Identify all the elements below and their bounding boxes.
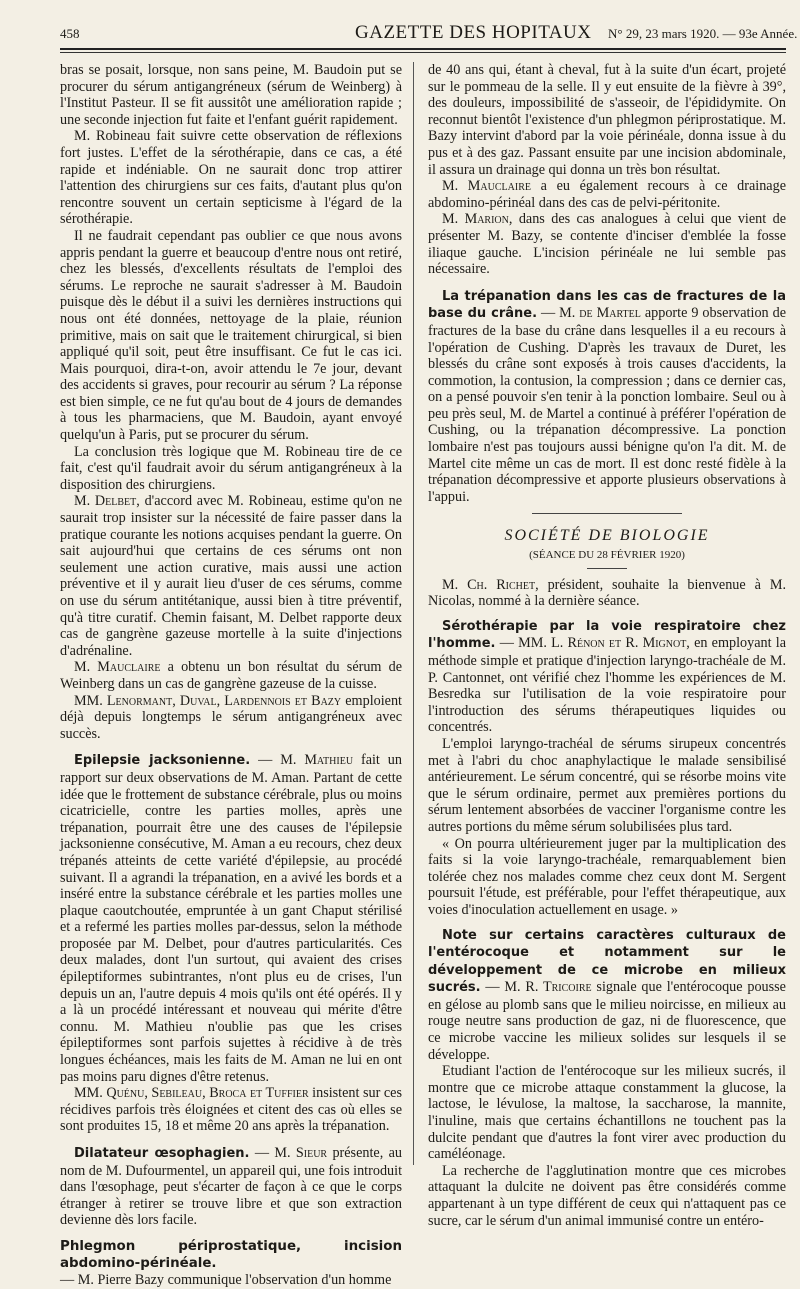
speaker-name: — MM. L. Rénon et R. Mignot,: [495, 635, 690, 652]
speaker-name: — M. de Martel: [537, 305, 641, 322]
paragraph-text: apporte 9 observation de fractures de la base du crâne dans lesquelles il a eu recours à l'opération de Cushing. D'après les travaux de Duret, les blessés du crâne sont exposés à trois causes d'accidents, la commotion, la contusion, la compression ; dans ce dernier cas, on a pensé pouvoir s'en tenir à la ponction lombaire. Seul ou à peu près seul, M. de Martel a continué à préférer l'opération de Cushing, ou la trépanation décompressive. La ponction lombaire n'est pas toujours aussi bénigne qu'on l'a dit. M. de Martel cite même un cas de mort. Il est donc resté fidèle à la trépanation décompressive et apporte plusieurs observations à l'appui.: [428, 305, 786, 505]
paragraph-text: président, souhaite la bienvenue à M. Nicolas, nommé à la dernière séance.: [428, 576, 786, 610]
paragraph: [60, 752, 402, 1085]
speaker-name: M. Ch. Richet,: [442, 576, 539, 593]
paragraph-text: emploient déjà depuis longtemps le sérum antigangréneux avec succès.: [60, 692, 402, 742]
paragraph: [428, 178, 786, 211]
journal-title: GAZETTE DES HOPITAUX: [355, 22, 592, 43]
header-rule: [60, 48, 786, 50]
paragraph-text: fait un rapport sur deux observations de M. Aman. Partant de cette idée que le frottement de substance cérébrale, plus ou moins cicatricielle, contre les parties molles, après une trépanation, pourrait être une des causes de l'épilepsie jacksonienne consécutive, M. Aman a eu recours, chez deux trépanés atteints de cette variété d'épilepsie, au procédé suivant. Il a agrandi la trépanation, en a avivé les bords et a inséré entre la substance cérébrale et les parties molles une plaque caoutchoutée, empruntée à un gant Chaput stérilisé et a refermé les parties molles par-dessus, selon la méthode proposée par M. Delbet, pour d'autres particularités. Ces deux malades, dont l'un surtout, qui avaient des crises épileptiformes subintrantes, n'ont plus eu de crises, l'un depuis un an, l'autre depuis 4 mois qu'ils ont été opérés. Il y a là un procédé intéressant et nouveau qui mérite d'être connu. M. Mathieu n'oublie pas que les crises épileptiformes sont parfois sujettes à récidive à de très longues échéances, mais les faits de M. Aman ne lui en ont pas moins paru dignes d'être retenus.: [60, 752, 402, 1085]
paragraph: M. Robineau fait suivre cette observation de réflexions fort justes. L'effet de la sérothérapie, dans ce cas, a été rapide et indéniable. On ne saurait donc trop attirer l'attention des chirurgiens sur ces faits, d'autant plus qu'on rencontre souvent un certain septicisme à l'égard de la sérothérapie.: [60, 128, 402, 228]
speaker-name: M. Mauclaire: [74, 659, 161, 676]
column-divider: [413, 62, 414, 1165]
paragraph: La conclusion très logique que M. Robineau tire de ce fait, c'est qu'il faudrait avoir du sérum antigangréneux à la disposition des chirurgiens.: [60, 443, 402, 493]
speaker-name: MM. Lenormant, Duval, Lardennois et Bazy: [74, 692, 342, 709]
paragraph: — M. Pierre Bazy communique l'observation d'un homme: [60, 1272, 392, 1289]
page-number: 458: [60, 26, 80, 41]
speaker-name: MM. Quénu, Sebileau, Broca et Tuffier: [74, 1085, 309, 1102]
paragraph: [428, 211, 786, 277]
paragraph-text: dans des cas analogues à celui que vient de présenter M. Bazy, se contente d'inciser d'emblée la fosse iliaque gauche. L'incision périnéale ne lui semble pas nécessaire.: [428, 211, 786, 278]
paragraph: de 40 ans qui, étant à cheval, fut à la suite d'un écart, projeté sur le pommeau de la selle. Il y eut ensuite de la fièvre à 39°, des douleurs, impossibilité de s'asseoir, de l'épididymite. On reconnut bientôt l'existence d'un phlegmon périprostatique. M. Bazy intervint d'abord par la voie périnéale, donna issue à du pus et à des gaz. Passant ensuite par une incision abdominale, il assura un drainage qui donna un très bon résultat.: [428, 62, 786, 178]
paragraph-text: d'accord avec M. Robineau, estime qu'on ne saurait trop insister sur la nécessité de faire passer dans la pratique courante les notions acquises pendant la guerre. On sait aujourd'hui que certains de ces sérums ont non seulement une action curative, mais aussi une action préventive et il y aurait lieu d'user de ces sérums, comme on use du sérum antitétanique, aussi bien à titre préventif, qu'à titre curatif. Chemin faisant, M. Delbet rapporte deux cas de gangrène gazeuse mortelle à la suite d'injections d'adrénaline.: [60, 493, 402, 659]
speaker-name: M. Marion,: [442, 211, 513, 228]
section-heading: Epilepsie jacksonienne.: [74, 753, 251, 769]
paragraph: [428, 577, 786, 610]
short-separator: [587, 568, 627, 569]
paragraph: L'emploi laryngo-trachéal de sérums sirupeux concentrés met à l'abri du choc anaphylactique le malade sensibilisé antérieurement. Le sérum concentré, qui se résorbe moins vite que le sérum ordinaire, permet aux premières portions du sérum lentement absorbées de vacciner l'organisme contre les autres portions du même sérum solubilisées plus tard.: [428, 735, 786, 835]
left-column: [60, 62, 402, 1289]
paragraph-text: en employant la méthode simple et pratique d'injection laryngo-trachéale de M. P. Cantonnet, ont vérifié chez l'homme les expériences de M. Besredka sur l'utilisation de la voie respiratoire pour l'introduction des sérums thérapeutiques liquides ou concentrés.: [428, 635, 787, 736]
paragraph: [60, 1085, 402, 1135]
page-header: [60, 20, 798, 46]
paragraph-text: insistent sur ces récidives parfois très éloignées et citent des cas où elles se sont produites 15, 18 et même 20 ans après la trépanation.: [60, 1085, 402, 1135]
section-heading: Phlegmon périprostatique, incision abdomino-périnéale.: [60, 1238, 402, 1271]
speaker-name: — M. R. Tricoire: [480, 979, 592, 996]
paragraph: [428, 288, 786, 506]
speaker-name: M. Delbet,: [74, 493, 140, 510]
header-rule-thin: [60, 52, 786, 53]
paragraph-text: a eu également recours à ce drainage abdomino-périnéal dans des cas de pelvi-péritonite.: [428, 178, 786, 211]
paragraph: [60, 693, 402, 743]
paragraph: [60, 493, 402, 659]
paragraph: Il ne faudrait cependant pas oublier ce que nous avons appris pendant la guerre et beaucoup d'entre nous ont retiré, chez les blessés, d'excellents résultats de l'emploi des sérums. Le reproche ne saurait s'adresser à M. Baudoin puisque dès le début il a suivi les dernières instructions qui nous ont été données, nettoyage de la plaie, réunion primitive, mais on sait que le traitement chirurgical, si bien appliqué qu'il soit, peut être insuffisant. Ce fut le cas ici. Mais pourquoi, dira-t-on, avoir attendu le 7e jour, devant des accidents si graves, pour recourir au sérum ? La réponse est bien simple, ce ne fut qu'au bout de 4 jours de demandes à tous les pharmaciens, que M. Baudoin, ayant envoyé quelqu'un à Paris, put se procurer du sérum.: [60, 227, 402, 444]
paragraph: bras se posait, lorsque, non sans peine, M. Baudoin put se procurer du sérum antigangréneux (sérum de Weinberg) à l'Institut Pasteur. Il se fit aussitôt une amélioration rapide ; une seconde injection fut faite et l'enfant guérit rapidement.: [60, 62, 402, 128]
session-date: (SÉANCE DU 28 FÉVRIER 1920): [529, 549, 685, 562]
paragraph: [428, 927, 786, 1064]
society-title: SOCIÉTÉ DE BIOLOGIE: [504, 527, 710, 545]
paragraph-text: a obtenu un bon résultat du sérum de Weinberg dans un cas de gangrène gazeuse de la cuisse.: [60, 659, 402, 692]
paragraph: « On pourra ultérieurement juger par la multiplication des faits si la voie laryngo-trachéale, remarquablement bien tolérée chez nos malades comme chez ceux dont M. Sergent poursuit l'étude, est préférable, pour l'effet thérapeutique, aux voies d'inoculation actuellement en usage. »: [428, 835, 786, 918]
paragraph: La recherche de l'agglutination montre que ces microbes attaquant la dulcite ne doivent pas être considérés comme appartenant à un type différent de ceux qui n'attaquent pas ce sucre, car le sérum d'un animal immunisé contre un entéro-: [428, 1162, 786, 1229]
issue-info: N° 29, 23 mars 1920. — 93e Année.: [608, 26, 798, 41]
section-heading: Sérothérapie par la voie respiratoire chez l'homme.: [428, 618, 786, 652]
section-heading: Dilatateur œsophagien.: [74, 1146, 250, 1161]
speaker-name: — M. Mathieu: [250, 752, 354, 769]
section-heading: Note sur certains caractères culturaux de l'entérocoque et notamment sur le développement de ce microbe en milieux sucrés.: [428, 927, 786, 996]
speaker-name: M. Mauclaire: [442, 178, 531, 195]
right-column: [428, 62, 786, 1229]
paragraph-text: présente, au nom de M. Dufourmentel, un appareil qui, une fois introduit dans l'œsophage, peut s'écarter de façon à ce que le corps étranger à retirer se trouve libre et que son extraction devienne dès lors facile.: [60, 1145, 403, 1229]
speaker-name: — M. Sieur: [249, 1145, 328, 1161]
paragraph: Etudiant l'action de l'entérocoque sur les milieux sucrés, il montre que ce microbe attaque constamment la glucose, la lactose, le lévulose, la maltose, la saccharose, la mannite, l'inuline, mais que certains échantillons ne touchent pas la dulcite pendant que d'autres la font virer avec production du caméléonage.: [428, 1063, 786, 1163]
paragraph: [60, 1145, 402, 1229]
paragraph: [60, 659, 402, 692]
section-separator: [532, 513, 682, 514]
paragraph-text: signale que l'entérocoque pousse en gélose au plomb sans que le milieu noircisse, en milieux au rouge neutre sans production de gaz, ni de fluorescence, que ce microbe vaccine les milieux solides sur lesquels il se développe.: [428, 979, 786, 1063]
paragraph: [428, 618, 786, 736]
section-heading: La trépanation dans les cas de fractures de la base du crâne.: [428, 288, 786, 322]
